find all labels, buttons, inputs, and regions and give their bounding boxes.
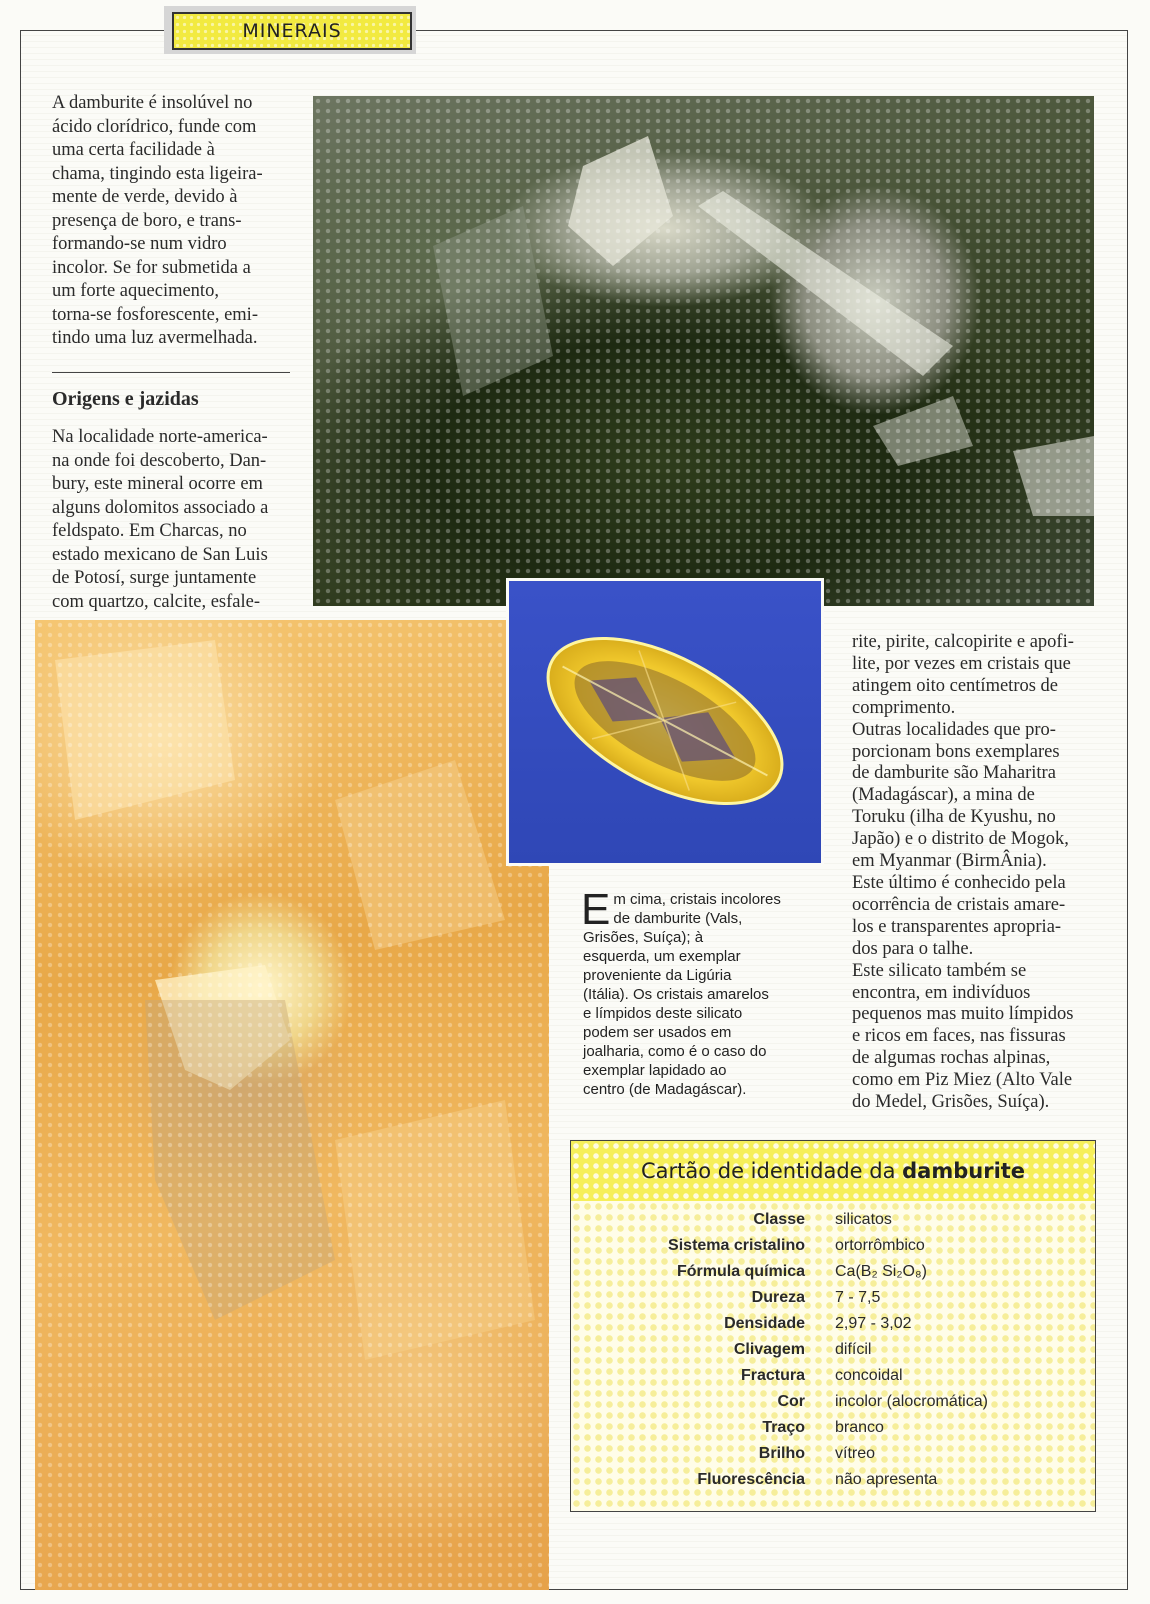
identity-card-title bbox=[571, 1141, 1095, 1201]
identity-row bbox=[571, 1393, 1095, 1419]
identity-value: silicatos bbox=[835, 1211, 892, 1228]
identity-row bbox=[571, 1263, 1095, 1289]
section-tab: MINERAIS bbox=[172, 12, 412, 50]
identity-value: branco bbox=[835, 1419, 884, 1436]
intro-paragraph bbox=[52, 92, 290, 351]
identity-label: Classe bbox=[753, 1211, 805, 1228]
right-line: Toruku (ilha de Kyushu, no bbox=[852, 807, 1056, 828]
intro-line: chama, tingindo esta ligeira- bbox=[52, 163, 263, 184]
right-line: comprimento. bbox=[852, 697, 956, 718]
photo-cut-gem bbox=[506, 578, 824, 866]
cut-gem bbox=[509, 581, 821, 863]
identity-label: Fórmula química bbox=[676, 1263, 805, 1280]
identity-label: Brilho bbox=[758, 1445, 805, 1462]
right-line: de algumas rochas alpinas, bbox=[852, 1048, 1051, 1069]
intro-line: formando-se num vidro bbox=[52, 234, 227, 254]
right-line: Japão) e o distrito de Mogok, bbox=[852, 829, 1069, 850]
origins-line: com quartzo, calcite, esfale- bbox=[52, 591, 261, 612]
identity-value: difícil bbox=[835, 1341, 872, 1358]
identity-card-title-mineral: damburite bbox=[902, 1159, 1026, 1183]
intro-line: um forte aquecimento, bbox=[52, 281, 219, 301]
origins-line: de Potosí, surge juntamente bbox=[52, 568, 257, 588]
intro-line: A damburite é insolúvel no bbox=[52, 93, 253, 113]
caption-line: Grisões, Suíça); à bbox=[583, 929, 704, 946]
section-divider bbox=[52, 372, 290, 373]
identity-row bbox=[571, 1211, 1095, 1237]
origins-line: alguns dolomitos associado a bbox=[52, 497, 269, 518]
intro-line: incolor. Se for submetida a bbox=[52, 257, 251, 278]
identity-label: Fractura bbox=[740, 1367, 805, 1384]
intro-line: presença de boro, e trans- bbox=[52, 210, 242, 231]
caption-line: e límpidos deste silicato bbox=[583, 1005, 743, 1022]
right-line: e ricos em faces, nas fissuras bbox=[852, 1026, 1066, 1047]
identity-label: Densidade bbox=[724, 1315, 805, 1332]
caption-line: esquerda, um exemplar bbox=[583, 948, 741, 965]
right-line: Outras localidades que pro- bbox=[852, 719, 1056, 740]
identity-card-title-prefix: Cartão de identidade da bbox=[640, 1159, 903, 1183]
identity-row bbox=[571, 1315, 1095, 1341]
identity-value: incolor (alocromática) bbox=[835, 1393, 988, 1410]
caption-line: (Itália). Os cristais amarelos bbox=[583, 986, 769, 1003]
identity-label: Clivagem bbox=[733, 1341, 805, 1358]
identity-label: Sistema cristalino bbox=[668, 1237, 805, 1254]
right-line: atingem oito centímetros de bbox=[852, 675, 1059, 696]
intro-line: torna-se fosforescente, emi- bbox=[52, 304, 258, 325]
identity-value: vítreo bbox=[835, 1445, 876, 1462]
intro-line: tindo uma luz avermelhada. bbox=[52, 328, 258, 348]
right-line: Este silicato também se bbox=[852, 960, 1027, 981]
intro-line: uma certa facilidade à bbox=[52, 140, 215, 160]
caption-line: m cima, cristais incolores bbox=[613, 891, 781, 908]
photo-colorless-crystals bbox=[313, 96, 1094, 606]
identity-label: Cor bbox=[777, 1393, 805, 1410]
origins-paragraph bbox=[52, 426, 290, 614]
caption-line: exemplar lapidado ao bbox=[583, 1062, 727, 1079]
identity-row bbox=[571, 1445, 1095, 1471]
caption-line: proveniente da Ligúria bbox=[583, 967, 732, 984]
origins-line: feldspato. Em Charcas, no bbox=[52, 521, 247, 541]
identity-row bbox=[571, 1237, 1095, 1263]
right-line: Este último é conhecido pela bbox=[852, 872, 1066, 893]
caption-line: joalharia, como é o caso do bbox=[583, 1043, 767, 1060]
right-line: dos para o talhe. bbox=[852, 938, 974, 959]
identity-row bbox=[571, 1367, 1095, 1393]
right-line: de damburite são Maharitra bbox=[852, 763, 1056, 784]
origins-line: estado mexicano de San Luis bbox=[52, 544, 268, 565]
right-line: (Madagáscar), a mina de bbox=[852, 785, 1035, 806]
right-line: do Medel, Grisões, Suíça). bbox=[852, 1092, 1050, 1113]
yellow-crystal-shapes bbox=[35, 620, 549, 1590]
identity-value: 7 - 7,5 bbox=[835, 1289, 881, 1306]
identity-value: concoidal bbox=[835, 1367, 903, 1384]
right-column-text bbox=[852, 632, 1092, 1114]
identity-label: Dureza bbox=[751, 1289, 805, 1306]
identity-row bbox=[571, 1289, 1095, 1315]
right-line: pequenos mas muito límpidos bbox=[852, 1004, 1074, 1025]
photo-yellow-crystals bbox=[35, 620, 549, 1590]
caption-line: de damburite (Vals, bbox=[613, 910, 743, 927]
right-line: em Myanmar (BirmÂnia). bbox=[852, 851, 1047, 872]
right-line: ocorrência de cristais amare- bbox=[852, 894, 1066, 915]
crystal-highlights bbox=[313, 96, 1094, 606]
intro-line: ácido clorídrico, funde com bbox=[52, 116, 257, 137]
identity-card-table bbox=[571, 1201, 1095, 1511]
origins-line: na onde foi descoberto, Dan- bbox=[52, 450, 267, 471]
identity-value: ortorrômbico bbox=[835, 1237, 925, 1254]
identity-label: Fluorescência bbox=[697, 1471, 805, 1488]
origins-heading: Origens e jazidas bbox=[52, 388, 199, 410]
identity-value: não apresenta bbox=[835, 1471, 938, 1488]
caption-line: centro (de Madagáscar). bbox=[583, 1081, 747, 1098]
photo-caption bbox=[581, 885, 813, 1099]
caption-line: podem ser usados em bbox=[583, 1024, 732, 1041]
identity-card bbox=[570, 1140, 1096, 1512]
origins-line: bury, este mineral ocorre em bbox=[52, 474, 263, 494]
intro-line: mente de verde, devido à bbox=[52, 187, 238, 207]
right-line: lite, por vezes em cristais que bbox=[852, 653, 1071, 674]
right-line: rite, pirite, calcopirite e apofi- bbox=[852, 632, 1074, 652]
right-line: porcionam bons exemplares bbox=[852, 741, 1060, 762]
identity-row bbox=[571, 1471, 1095, 1497]
identity-value: Ca(B₂ Si₂O₈) bbox=[835, 1263, 927, 1280]
identity-label: Traço bbox=[762, 1419, 805, 1436]
identity-row bbox=[571, 1341, 1095, 1367]
right-line: los e transparentes apropria- bbox=[852, 916, 1062, 937]
identity-row bbox=[571, 1419, 1095, 1445]
identity-value: 2,97 - 3,02 bbox=[835, 1315, 912, 1332]
origins-line: Na localidade norte-america- bbox=[52, 427, 268, 447]
caption-drop-cap: E bbox=[581, 885, 611, 934]
right-line: encontra, em indivíduos bbox=[852, 982, 1031, 1003]
right-line: como em Piz Miez (Alto Vale bbox=[852, 1070, 1073, 1091]
